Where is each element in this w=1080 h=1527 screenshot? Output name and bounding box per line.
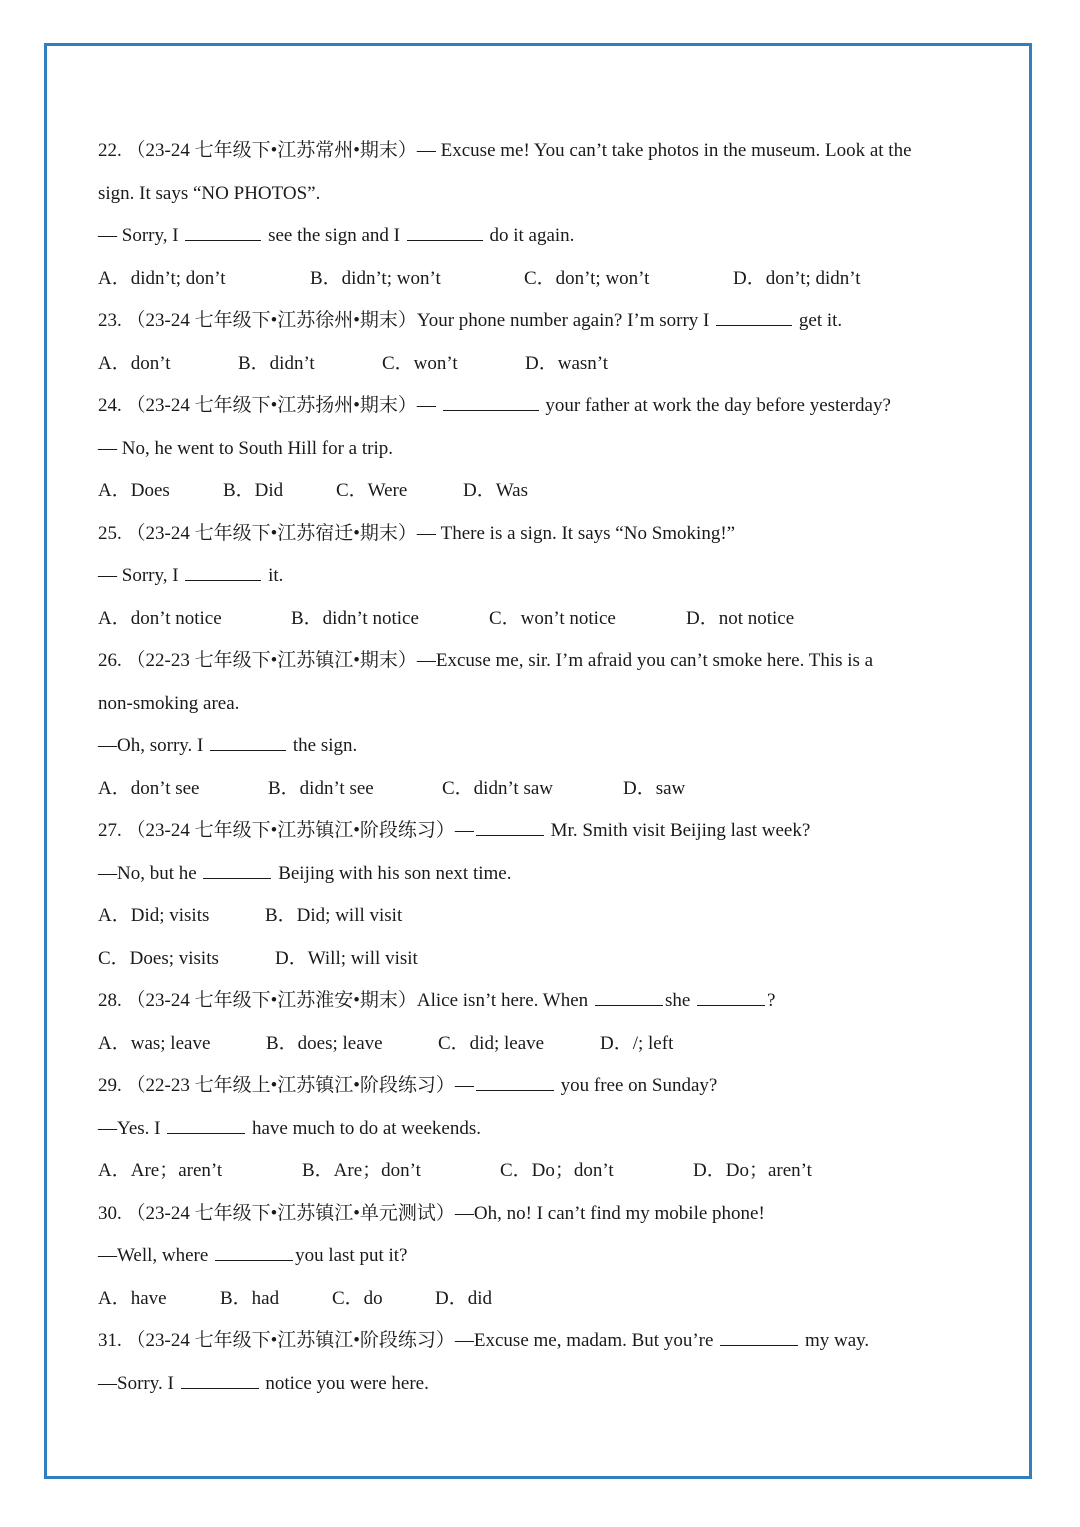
q26-text: —Oh, sorry. I [98, 735, 209, 756]
option-b[interactable]: B．Did [223, 480, 284, 501]
q25-stem [98, 513, 988, 556]
option-d[interactable]: D．/; left [600, 1032, 674, 1054]
q22-text: 22. （23-24 七年级下•江苏常州•期末）— Excuse me! You can’t take photos in the museum. Look at the [98, 140, 912, 161]
q30-options [98, 1278, 988, 1321]
q30-text: 30. （23-24 七年级下•江苏镇江•单元测试）—Oh, no! I can’t find my mobile phone! [98, 1202, 765, 1224]
option-b[interactable]: B．didn’t see [268, 777, 374, 799]
option-c[interactable]: C．won’t [382, 352, 458, 374]
option-a[interactable]: A．didn’t; don’t [98, 267, 226, 289]
q31-text: —Sorry. I [98, 1372, 179, 1394]
q22-text: do it again. [484, 225, 575, 246]
option-c[interactable]: C．do [332, 1287, 383, 1309]
q27-text: 27. （23-24 七年级下•江苏镇江•阶段练习）— [98, 820, 474, 841]
option-a[interactable]: A．don’t [98, 352, 171, 374]
option-d[interactable]: D．did [435, 1287, 493, 1309]
q27-stem [98, 810, 988, 853]
q27-text: —No, but he [98, 862, 202, 884]
q23-text: get it. [794, 310, 843, 331]
q26-text: 26. （22-23 七年级下•江苏镇江•期末）—Excuse me, sir. I’m afraid you can’t smoke here. This is a [98, 650, 874, 671]
option-a[interactable]: A．have [98, 1287, 167, 1309]
q31-text: my way. [800, 1330, 870, 1351]
q27-options-row2 [98, 938, 988, 981]
option-d[interactable]: D．Do；aren’t [693, 1160, 812, 1181]
q22-stem-line1 [98, 130, 988, 173]
option-d[interactable]: D．Will; will visit [275, 947, 418, 969]
option-c[interactable]: C．didn’t saw [442, 777, 554, 799]
answer-blank[interactable] [210, 749, 286, 751]
q24-options [98, 470, 988, 513]
q26-dialogue [98, 725, 988, 768]
q27-text: Beijing with his son next time. [273, 862, 512, 884]
q25-dialogue [98, 555, 988, 598]
option-c[interactable]: C．won’t notice [489, 607, 616, 629]
option-d[interactable]: D．wasn’t [525, 352, 609, 374]
q25-text: 25. （23-24 七年级下•江苏宿迁•期末）— There is a sign. It says “No Smoking!” [98, 522, 736, 544]
answer-blank[interactable] [595, 1004, 663, 1006]
answer-blank[interactable] [407, 239, 483, 241]
answer-blank[interactable] [167, 1132, 245, 1134]
option-d[interactable]: D．don’t; didn’t [733, 267, 861, 289]
answer-blank[interactable] [181, 1387, 259, 1389]
q23-stem [98, 300, 988, 343]
q26-text: the sign. [288, 735, 358, 756]
answer-blank[interactable] [716, 324, 792, 326]
q26-stem-line1 [98, 640, 988, 683]
q22-text: see the sign and I [263, 225, 405, 246]
q27-options-row1 [98, 895, 988, 938]
option-c[interactable]: C．Does; visits [98, 947, 219, 969]
q30-dialogue [98, 1235, 988, 1278]
q24-text: — No, he went to South Hill for a trip. [98, 437, 393, 459]
option-b[interactable]: B．didn’t notice [291, 607, 419, 629]
q22-text: — Sorry, I [98, 225, 184, 246]
q28-text: she [664, 990, 696, 1011]
q25-text: it. [263, 565, 284, 586]
q31-stem [98, 1320, 988, 1363]
option-b[interactable]: B．does; leave [266, 1032, 383, 1054]
answer-blank[interactable] [697, 1004, 765, 1006]
q24-text: your father at work the day before yesterday? [540, 395, 891, 416]
option-a[interactable]: A．don’t see [98, 777, 200, 799]
q28-options [98, 1023, 988, 1066]
q28-stem [98, 980, 988, 1023]
option-d[interactable]: D．Was [463, 480, 528, 501]
answer-blank[interactable] [185, 239, 261, 241]
q22-stem-line2 [98, 173, 988, 216]
answer-blank[interactable] [720, 1344, 798, 1346]
answer-blank[interactable] [443, 409, 539, 411]
option-d[interactable]: D．saw [623, 777, 686, 799]
q25-text: — Sorry, I [98, 565, 184, 586]
answer-blank[interactable] [203, 877, 271, 879]
q31-text: notice you were here. [260, 1372, 429, 1394]
q28-text: ? [767, 990, 776, 1011]
q26-stem-line2 [98, 683, 988, 726]
q22-text: sign. It says “NO PHOTOS”. [98, 182, 321, 204]
q26-text: non-smoking area. [98, 692, 240, 714]
option-b[interactable]: B．didn’t [238, 352, 315, 374]
option-c[interactable]: C．did; leave [438, 1032, 545, 1054]
option-a[interactable]: A．Are；aren’t [98, 1160, 223, 1181]
q23-options [98, 343, 988, 386]
q28-text: 28. （23-24 七年级下•江苏淮安•期末）Alice isn’t here. When [98, 990, 593, 1011]
q29-text: 29. （22-23 七年级上•江苏镇江•阶段练习）— [98, 1075, 474, 1096]
option-b[interactable]: B．didn’t; won’t [310, 267, 441, 289]
option-a[interactable]: A．Does [98, 480, 170, 501]
q30-text: you last put it? [295, 1245, 408, 1266]
q29-text: you free on Sunday? [555, 1075, 718, 1096]
question-list [98, 130, 988, 1405]
q29-text: —Yes. I [98, 1117, 166, 1139]
q30-stem [98, 1193, 988, 1236]
option-a[interactable]: A．Did; visits [98, 905, 210, 926]
q24-dialogue [98, 428, 988, 471]
q31-dialogue [98, 1363, 988, 1406]
option-a[interactable]: A．don’t notice [98, 607, 222, 629]
option-b[interactable]: B．Did; will visit [265, 905, 403, 926]
answer-blank[interactable] [476, 834, 544, 836]
q25-options [98, 598, 988, 641]
option-a[interactable]: A．was; leave [98, 1032, 211, 1054]
q31-text: 31. （23-24 七年级下•江苏镇江•阶段练习）—Excuse me, madam. But you’re [98, 1330, 719, 1351]
option-c[interactable]: C．don’t; won’t [524, 267, 650, 289]
q29-text: have much to do at weekends. [247, 1117, 481, 1139]
q22-dialogue [98, 215, 988, 258]
option-d[interactable]: D．not notice [686, 607, 795, 629]
q24-text: 24. （23-24 七年级下•江苏扬州•期末）— [98, 395, 441, 416]
q29-stem [98, 1065, 988, 1108]
answer-blank[interactable] [185, 579, 261, 581]
q29-dialogue [98, 1108, 988, 1151]
q29-options [98, 1150, 988, 1193]
option-c[interactable]: C．Were [336, 480, 408, 501]
q22-options [98, 258, 988, 301]
q26-options [98, 768, 988, 811]
option-b[interactable]: B．had [220, 1287, 280, 1309]
q27-text: Mr. Smith visit Beijing last week? [545, 820, 811, 841]
option-b[interactable]: B．Are；don’t [302, 1160, 421, 1181]
q27-dialogue [98, 853, 988, 896]
answer-blank[interactable] [476, 1089, 554, 1091]
q30-text: —Well, where [98, 1245, 214, 1266]
option-c[interactable]: C．Do；don’t [500, 1160, 614, 1181]
answer-blank[interactable] [215, 1259, 293, 1261]
q23-text: 23. （23-24 七年级下•江苏徐州•期末）Your phone number again? I’m sorry I [98, 310, 715, 331]
q24-stem [98, 385, 988, 428]
